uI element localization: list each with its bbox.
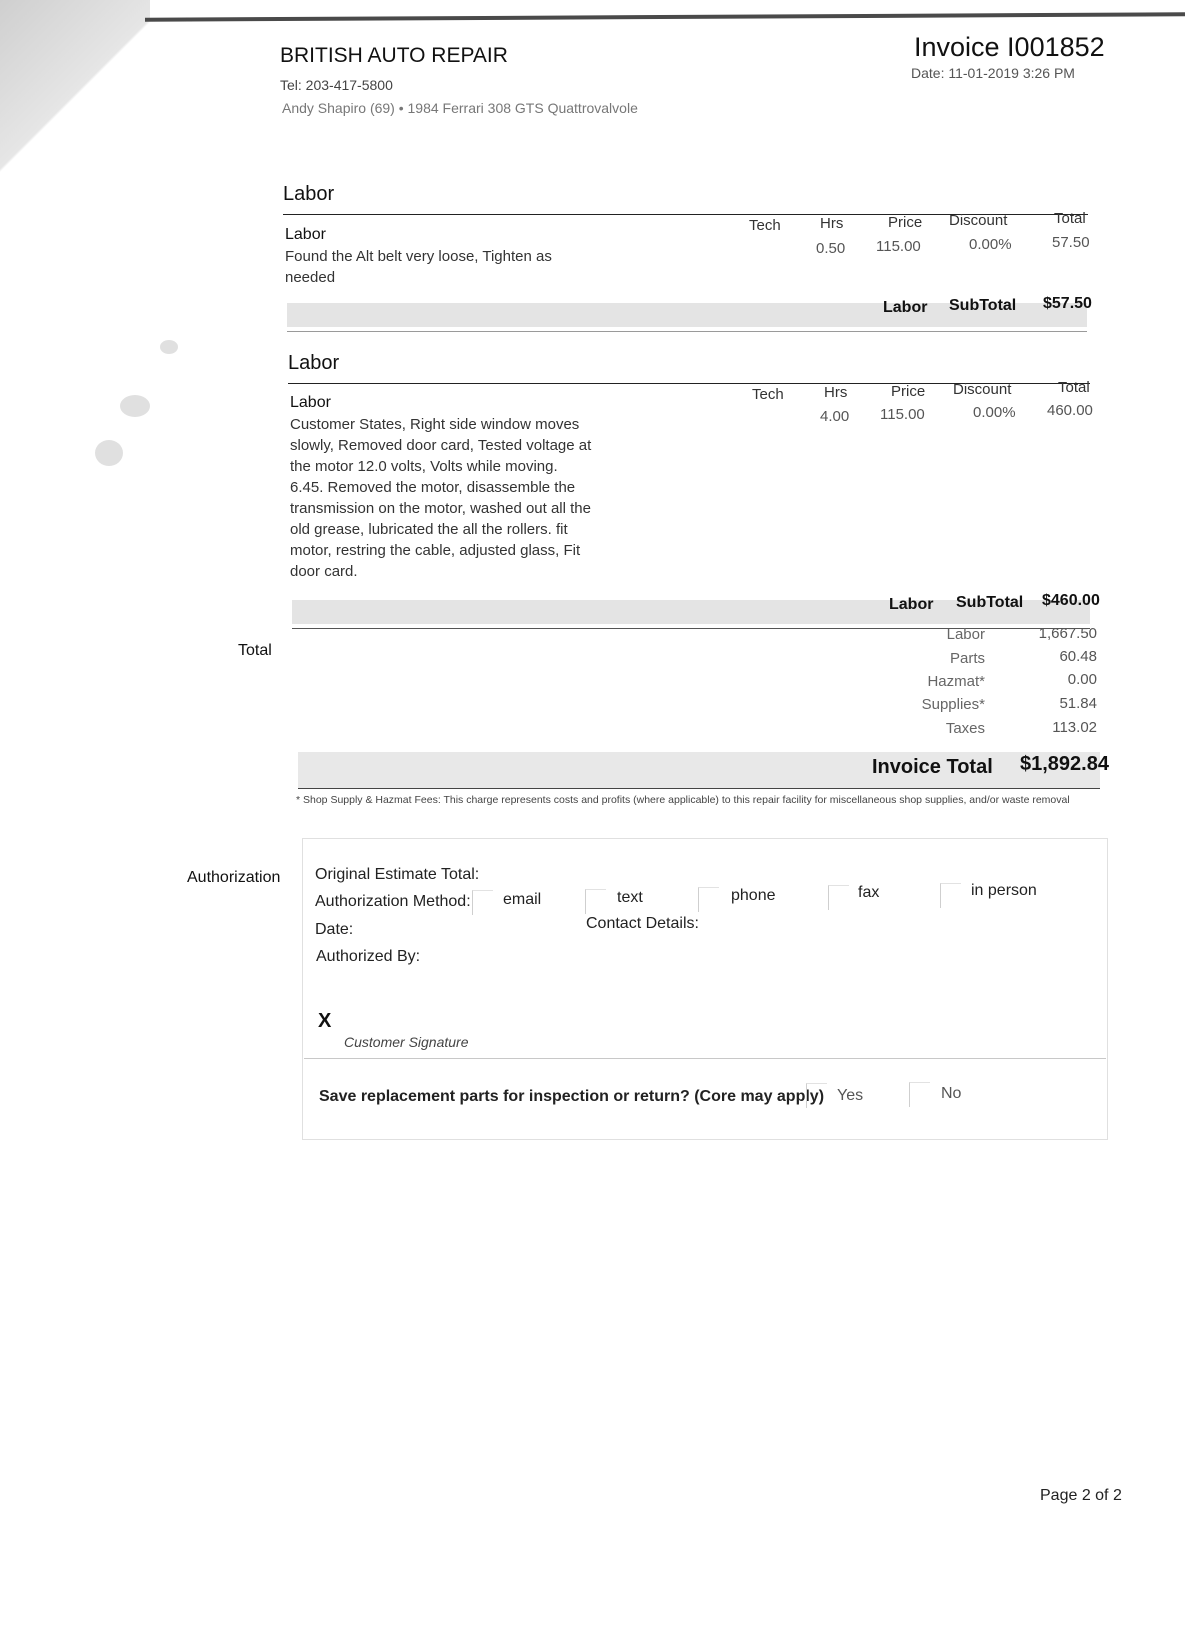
customer-signature-field[interactable] bbox=[310, 1000, 1090, 1055]
save-parts-no: No bbox=[941, 1085, 962, 1102]
text-checkbox[interactable] bbox=[585, 889, 606, 914]
labor-item-label: Labor bbox=[285, 226, 326, 243]
col-header-price: Price bbox=[888, 214, 923, 231]
save-parts-yes: Yes bbox=[837, 1087, 864, 1104]
subtotal-value: $57.50 bbox=[1043, 295, 1092, 312]
email-checkbox[interactable] bbox=[472, 890, 493, 915]
total-taxes-label: Taxes bbox=[945, 720, 985, 737]
col-header-price: Price bbox=[891, 383, 926, 400]
labor-item-description: Found the Alt belt very loose, Tighten as needed bbox=[285, 248, 552, 286]
authorization-method-label: Authorization Method: bbox=[315, 893, 471, 910]
method-phone: phone bbox=[731, 887, 776, 904]
total-supplies-label: Supplies* bbox=[921, 696, 985, 713]
authorized-by-label: Authorized By: bbox=[316, 948, 421, 965]
save-parts-question: Save replacement parts for inspection or return? (Core may apply) bbox=[319, 1088, 825, 1105]
scan-smudge bbox=[160, 340, 178, 354]
page-number: Page 2 of 2 bbox=[1040, 1487, 1122, 1504]
customer-signature-caption: Customer Signature bbox=[344, 1034, 469, 1050]
shop-phone: Tel: 203-417-5800 bbox=[280, 77, 393, 93]
subtotal-label: SubTotal bbox=[956, 594, 1024, 611]
col-header-total: Total bbox=[1054, 210, 1086, 227]
labor-item-discount: 0.00% bbox=[969, 236, 1012, 253]
scan-top-edge bbox=[145, 12, 1185, 21]
col-header-tech: Tech bbox=[749, 217, 781, 234]
total-labor-label: Labor bbox=[946, 626, 985, 643]
col-header-discount: Discount bbox=[953, 381, 1012, 398]
total-labor-value: 1,667.50 bbox=[1038, 625, 1097, 642]
total-parts-label: Parts bbox=[949, 650, 985, 667]
invoice-title: Invoice I001852 bbox=[914, 32, 1105, 62]
save-parts-yes-checkbox[interactable] bbox=[806, 1083, 827, 1108]
scan-smudge bbox=[120, 395, 150, 417]
total-hazmat-label: Hazmat* bbox=[927, 673, 985, 690]
subtotal-type: Labor bbox=[883, 299, 928, 316]
shop-name: BRITISH AUTO REPAIR bbox=[280, 44, 508, 67]
customer-vehicle: Andy Shapiro (69) • 1984 Ferrari 308 GTS Quattrovalvole bbox=[282, 100, 638, 116]
col-header-discount: Discount bbox=[949, 212, 1008, 229]
labor-section-heading: Labor bbox=[283, 183, 335, 205]
contact-details-label: Contact Details: bbox=[586, 915, 699, 932]
labor-item-total: 57.50 bbox=[1052, 234, 1090, 251]
labor-item-label: Labor bbox=[290, 394, 331, 411]
col-header-hrs: Hrs bbox=[820, 215, 844, 232]
total-parts-value: 60.48 bbox=[1059, 648, 1097, 665]
labor-item-total: 460.00 bbox=[1047, 402, 1093, 419]
authorization-date-label: Date: bbox=[315, 921, 354, 938]
invoice-total-label: Invoice Total bbox=[872, 756, 993, 778]
labor-item-price: 115.00 bbox=[876, 238, 921, 255]
signature-x: X bbox=[318, 1010, 332, 1032]
labor-item-hrs: 0.50 bbox=[816, 240, 846, 257]
labor-section-heading: Labor bbox=[288, 352, 340, 374]
invoice-date: Date: 11-01-2019 3:26 PM bbox=[911, 65, 1075, 81]
scan-smudge bbox=[95, 440, 123, 466]
method-fax: fax bbox=[858, 884, 880, 901]
phone-checkbox[interactable] bbox=[698, 887, 719, 912]
labor-item-hrs: 4.00 bbox=[820, 408, 850, 425]
totals-section-label: Total bbox=[238, 642, 272, 659]
labor-item-discount: 0.00% bbox=[973, 404, 1016, 421]
subtotal-value: $460.00 bbox=[1042, 592, 1100, 609]
save-parts-no-checkbox[interactable] bbox=[909, 1082, 930, 1107]
method-email: email bbox=[503, 891, 542, 908]
subtotal-label: SubTotal bbox=[949, 297, 1017, 314]
labor-item-price: 115.00 bbox=[880, 406, 925, 423]
invoice-total-value: $1,892.84 bbox=[1020, 753, 1109, 775]
fees-footnote: * Shop Supply & Hazmat Fees: This charge represents costs and profits (where applicable) to this repair facility for miscellaneous shop supplies, and/or waste removal bbox=[296, 794, 1070, 806]
col-header-hrs: Hrs bbox=[824, 384, 848, 401]
in-person-checkbox[interactable] bbox=[940, 883, 961, 908]
labor-item-description: Customer States, Right side window moves slowly, Removed door card, Tested voltage at the motor 12.0 volts, Volts while moving. 6.45. Removed the motor, disassemble the transmission on the motor, washed out all the old grease, lubricated the all the rollers. fit motor, restring the cable, adjusted glass, Fit door card. bbox=[290, 416, 592, 580]
method-in-person: in person bbox=[971, 882, 1037, 899]
total-taxes-value: 113.02 bbox=[1052, 719, 1097, 736]
col-header-total: Total bbox=[1058, 379, 1090, 396]
col-header-tech: Tech bbox=[752, 386, 784, 403]
scan-folded-corner bbox=[0, 0, 150, 225]
fax-checkbox[interactable] bbox=[828, 885, 849, 910]
total-supplies-value: 51.84 bbox=[1059, 695, 1097, 712]
method-text: text bbox=[617, 889, 643, 906]
original-estimate-label: Original Estimate Total: bbox=[315, 866, 480, 883]
subtotal-type: Labor bbox=[889, 596, 934, 613]
total-hazmat-value: 0.00 bbox=[1067, 671, 1097, 688]
authorization-section-label: Authorization bbox=[187, 869, 281, 886]
